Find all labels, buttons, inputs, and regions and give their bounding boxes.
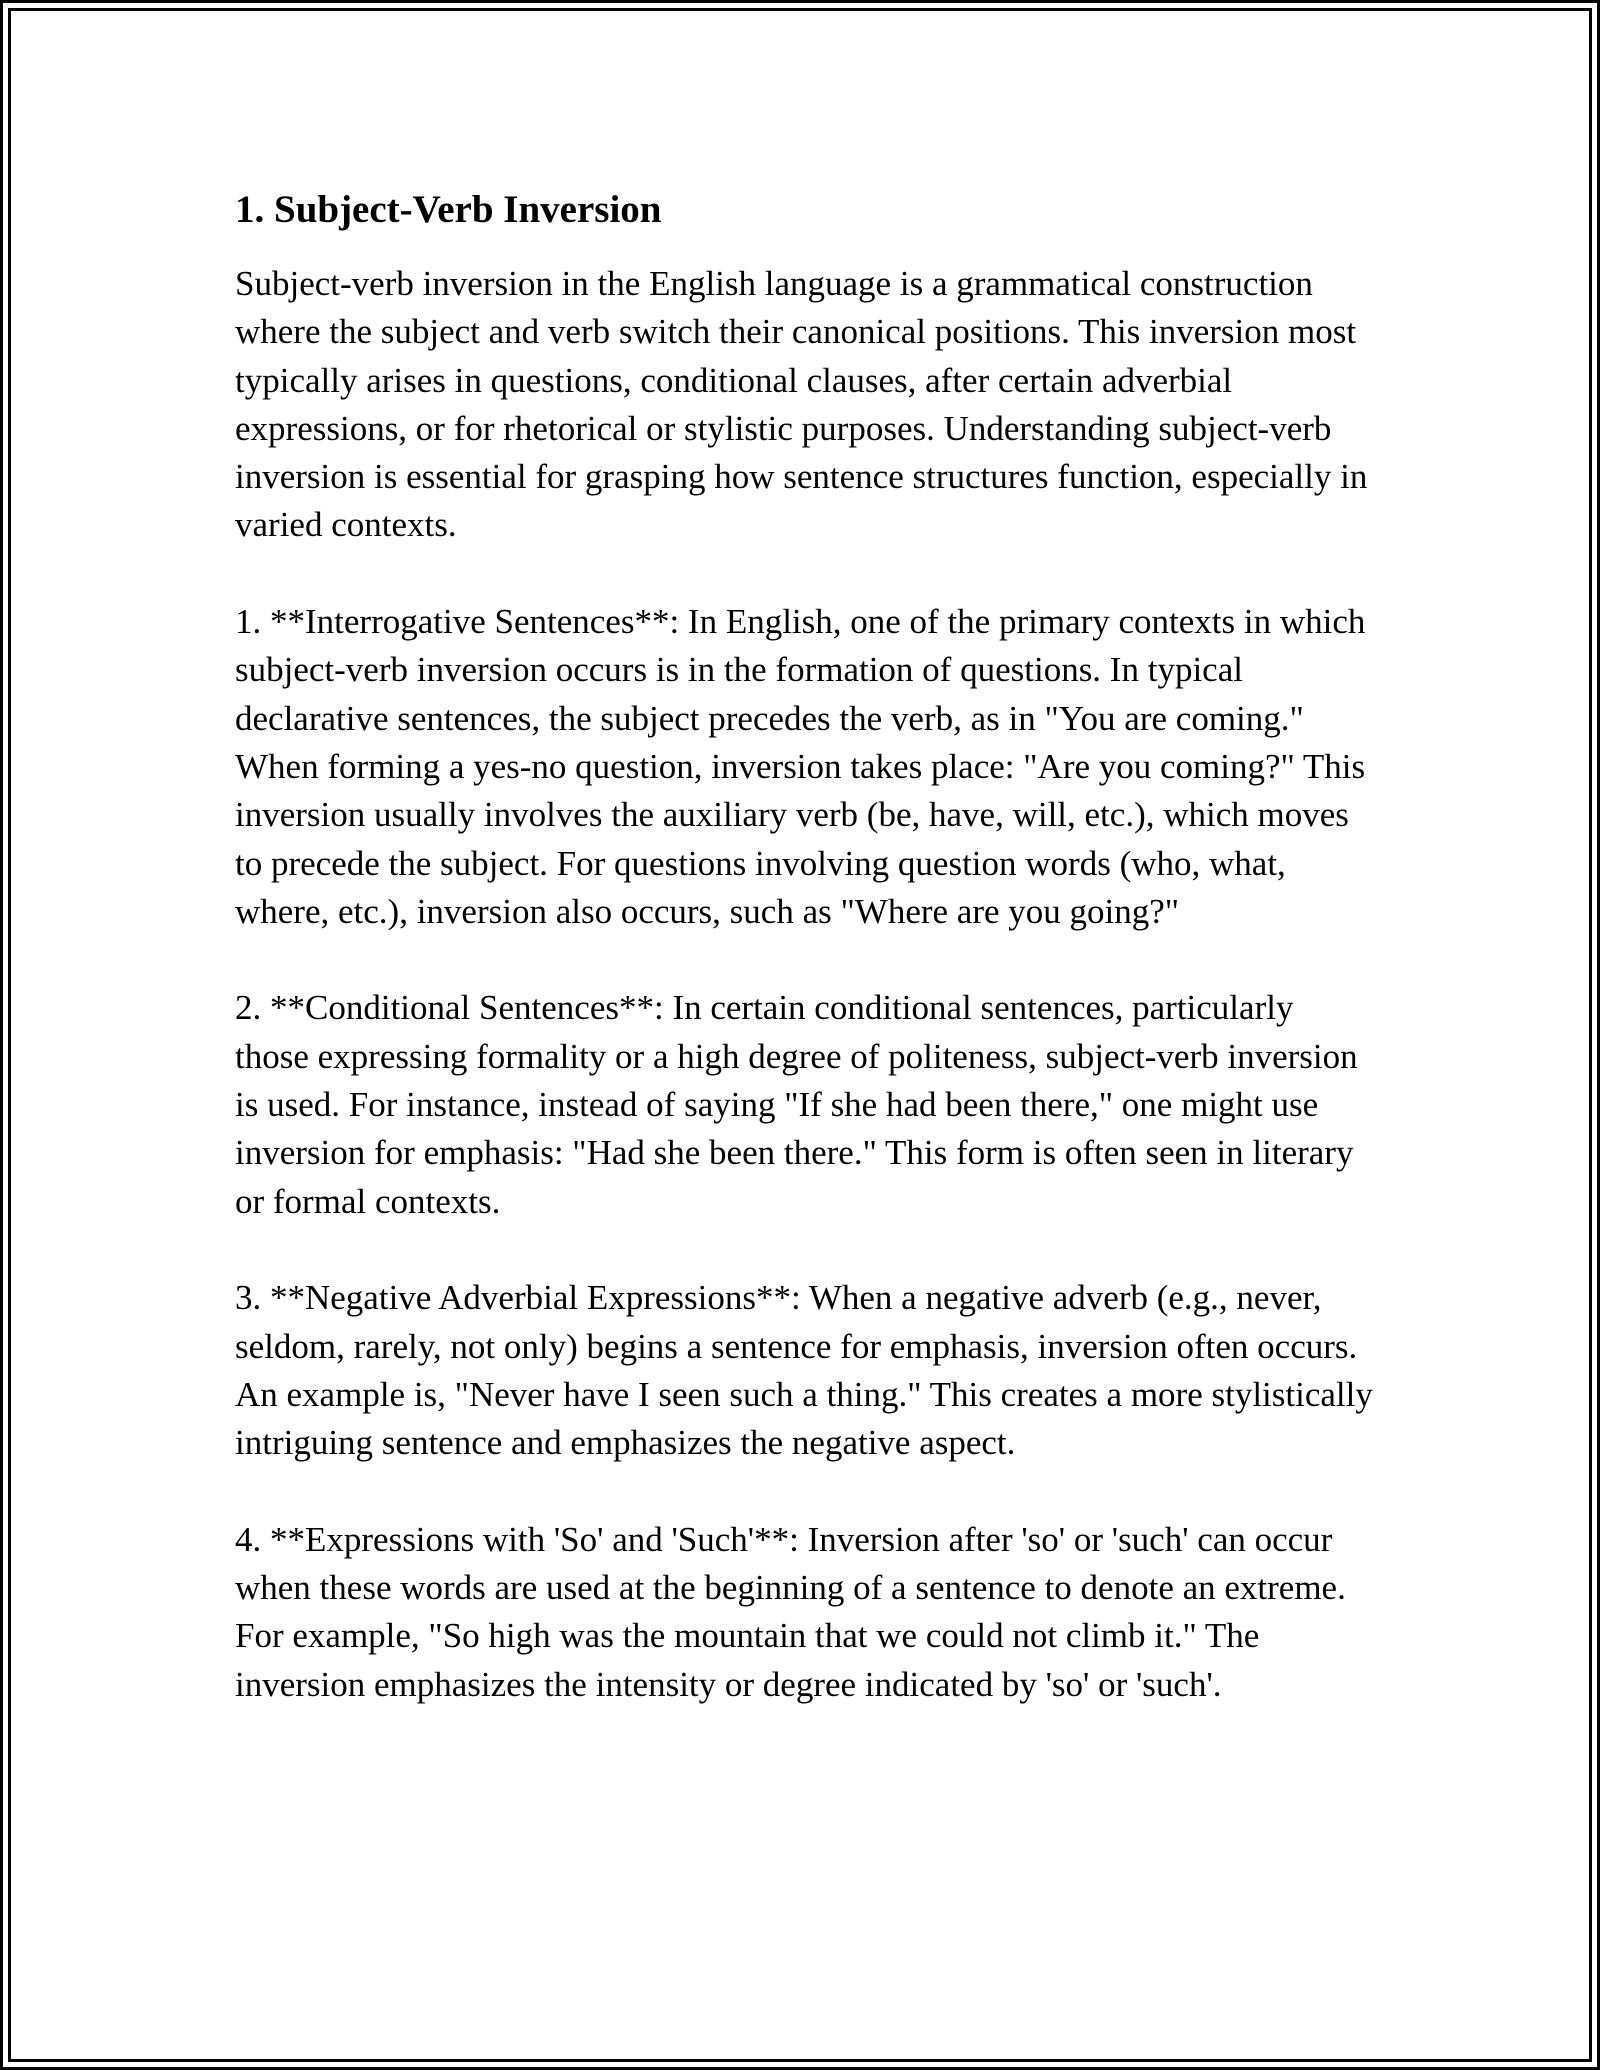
paragraph-so-and-such: 4. **Expressions with 'So' and 'Such'**: Inversion after 'so' or 'such' can occur when these words are used at the beginning of a sentence to denote an extreme. For example, "So high was the mountain that we could not climb it." The inversion emphasizes the intensity or degree indicated by 'so' or 'such'.	[235, 1519, 1346, 1704]
intro-paragraph: Subject-verb inversion in the English language is a grammatical construction where the subject and verb switch their canonical positions. This inversion most typically arises in questions, conditional clauses, after certain adverbial expressions, or for rhetorical or stylistic purposes. Understanding subject-verb inversion is essential for grasping how sentence structures function, especially in varied contexts.	[235, 264, 1368, 545]
document-body	[235, 186, 1375, 1709]
paragraph-interrogative-sentences: 1. **Interrogative Sentences**: In English, one of the primary contexts in which subject-verb inversion occurs is in the formation of questions. In typical declarative sentences, the subject precedes the verb, as in "You are coming." When forming a yes-no question, inversion takes place: "Are you coming?" This inversion usually involves the auxiliary verb (be, have, will, etc.), which moves to precede the subject. For questions involving question words (who, what, where, etc.), inversion also occurs, such as "Where are you going?"	[235, 602, 1366, 931]
section-heading: 1. Subject-Verb Inversion	[235, 188, 662, 231]
paragraph-negative-adverbial-expressions: 3. **Negative Adverbial Expressions**: When a negative adverb (e.g., never, seldom, rarely, not only) begins a sentence for emphasis, inversion often occurs. An example is, "Never have I seen such a thing." This creates a more stylistically intriguing sentence and emphasizes the negative aspect.	[235, 1278, 1373, 1463]
paragraph-conditional-sentences: 2. **Conditional Sentences**: In certain conditional sentences, particularly those expressing formality or a high degree of politeness, subject-verb inversion is used. For instance, instead of saying "If she had been there," one might use inversion for emphasis: "Had she been there." This form is often seen in literary or formal contexts.	[235, 988, 1358, 1221]
